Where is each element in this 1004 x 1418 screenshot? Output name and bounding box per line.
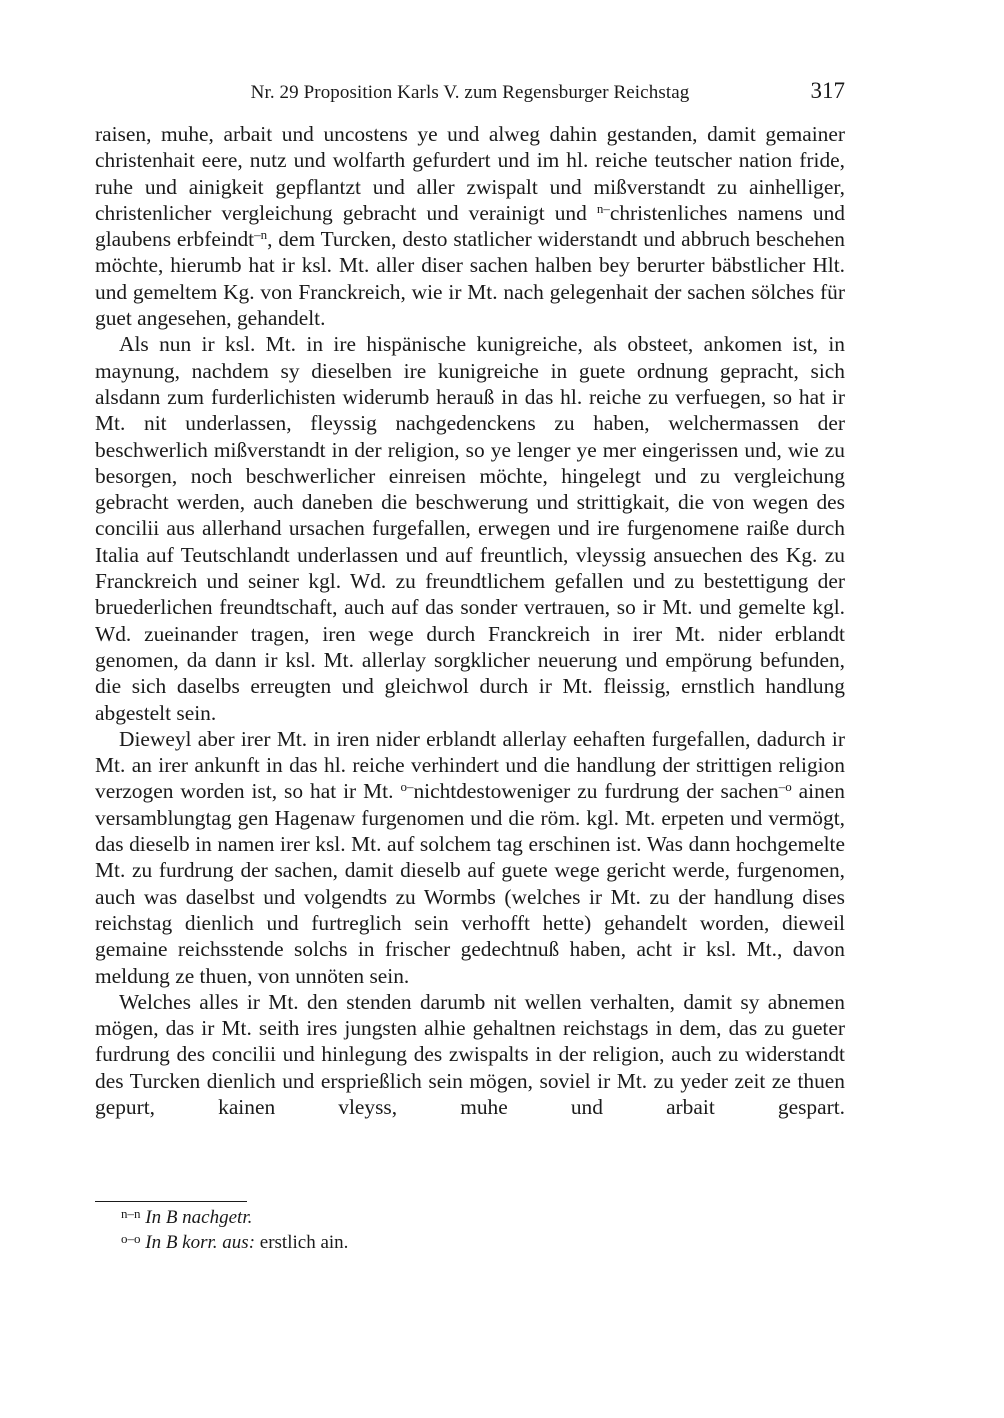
paragraph-1 xyxy=(95,121,845,331)
footnote-n xyxy=(121,1205,821,1230)
paragraph-2: Als nun ir ksl. Mt. in ire hispänische kunigreiche, als obsteet, ankomen ist, in maynung, nachdem sy dieselben ire kunigreiche in guete ordnung gepracht, sich alsdann zum furderlichisten widerumb herauß in das hl. reiche zu verfuegen, so hat ir Mt. nit underlassen, fleyssig nachgedenckens zu haben, welchermassen der beschwerlich mißverstandt in der religion, so ye lenger ye mer eingerissen und, wie zu besorgen, noch beschwerlicher einreisen möchte, hingelegt und zu vergleichung gebracht werden, auch daneben die beschwerung und strittigkait, die von wegen des concilii aus allerhand ursachen furgefallen, erwegen und ire furgenomene raiße durch Italia auf Teutschlandt underlassen und auf freuntlich, vleyssig ansuechen des Kg. zu Franckreich und seiner kgl. Wd. zu freundtlichem gefallen und zu bestettigung der bruederlichen freundtschaft, auch auf das sonder vertrauen, so ir Mt. und gemelte kgl. Wd. zueinander tragen, iren wege durch Franckreich in irer Mt. nider erblandt genomen, da dann ir ksl. Mt. allerlay sorgklicher neuerung und empörung befunden, die sich daselbs erreugten und gleichwol durch ir Mt. fleissig, ernstlich handlung abgestelt sein. xyxy=(95,332,845,725)
paragraph-3-text-a: Dieweyl aber irer Mt. in iren nider erblandt allerlay eehaften furgefallen, dadurch ir Mt. an irer ankunft in das hl. reiche verhindert und die handlung der strittigen religion verzogen worden ist, so hat ir Mt. xyxy=(95,726,845,804)
variant-mark-o-open: o– xyxy=(400,779,414,795)
page-number: 317 xyxy=(810,78,845,103)
footnote-o-text: erstlich ain. xyxy=(259,1232,349,1253)
footnote-rule xyxy=(95,1201,247,1202)
paragraph-3 xyxy=(95,726,845,989)
footnotes xyxy=(121,1205,821,1255)
paragraph-3-text-c: ainen versamblungtag gen Hagenaw furgenomen und die röm. kgl. Mt. erpeten und vermögt, das dieselb in namen irer ksl. Mt. auf solchem tag erschinen ist. Was dann hochgemelte Mt. zu furdrung der sachen, damit dieselb auf guete wege gericht werde, furgenomen, auch was daselbst und volgendts zu Wormbs (welches ir Mt. zu der handlung dises reichstag dienlich und furtreglich sein verhofft hette) gehandelt worden, dieweil gemaine reichsstende solchs in frischer gedechtnuß haben, acht ir ksl. Mt., davon meldung ze thuen, von unnöten sein. xyxy=(95,779,845,988)
variant-mark-o-close: –o xyxy=(778,779,792,795)
footnote-o-mark: o–o xyxy=(121,1231,141,1246)
paragraph-1-text-b: christenliches namens und glaubens erbfeindt xyxy=(95,200,846,252)
variant-mark-n-open: n– xyxy=(596,200,610,216)
footnote-o-note: In B korr. aus: xyxy=(145,1232,256,1253)
body-text xyxy=(95,121,845,1120)
running-title: Nr. 29 Proposition Karls V. zum Regensburger Reichstag xyxy=(250,82,690,103)
footnote-o xyxy=(121,1230,821,1255)
paragraph-1-text-c: , dem Turcken, desto statlicher widerstandt und abbruch beschehen möchte, hierumb hat ir ksl. Mt. aller diser sachen halben bey berurter bäbstlicher Hlt. und gemeltem Kg. von Franckreich, wie ir Mt. nach gelegenhait der sachen sölches für guet angesehen, gehandelt. xyxy=(95,227,846,331)
paragraph-3-text-b: nichtdestoweniger zu furdrung der sachen xyxy=(413,779,779,804)
document-page xyxy=(95,0,845,1418)
footnote-n-mark: n–n xyxy=(121,1206,141,1221)
running-head xyxy=(95,78,845,108)
variant-mark-n-close: –n xyxy=(254,227,268,243)
footnote-n-note: In B nachgetr. xyxy=(145,1207,253,1228)
paragraph-4: Welches alles ir Mt. den stenden darumb nit wellen verhalten, damit sy abnemen mögen, das ir Mt. seith ires jungsten alhie gehaltnen reichstags in dem, das zu gueter furdrung des concilii und hinlegung des zwispalts in der religion, auch zu widerstandt des Turcken dienlich und ersprießlich sein mögen, soviel ir Mt. zu yeder zeit ze thuen gepurt, kainen vleyss, muhe und arbait gespart. xyxy=(95,989,845,1119)
paragraph-1-text-a: raisen, muhe, arbait und uncostens ye und alweg dahin gestanden, damit gemainer christenhait eere, nutz und wolfarth gefurdert und im hl. reiche teutscher nation fride, ruhe und ainigkeit gepflantzt und aller zwispalt und mißverstandt zu ainhelliger, christenlicher vergleichung gebracht und verainigt und xyxy=(95,122,845,225)
